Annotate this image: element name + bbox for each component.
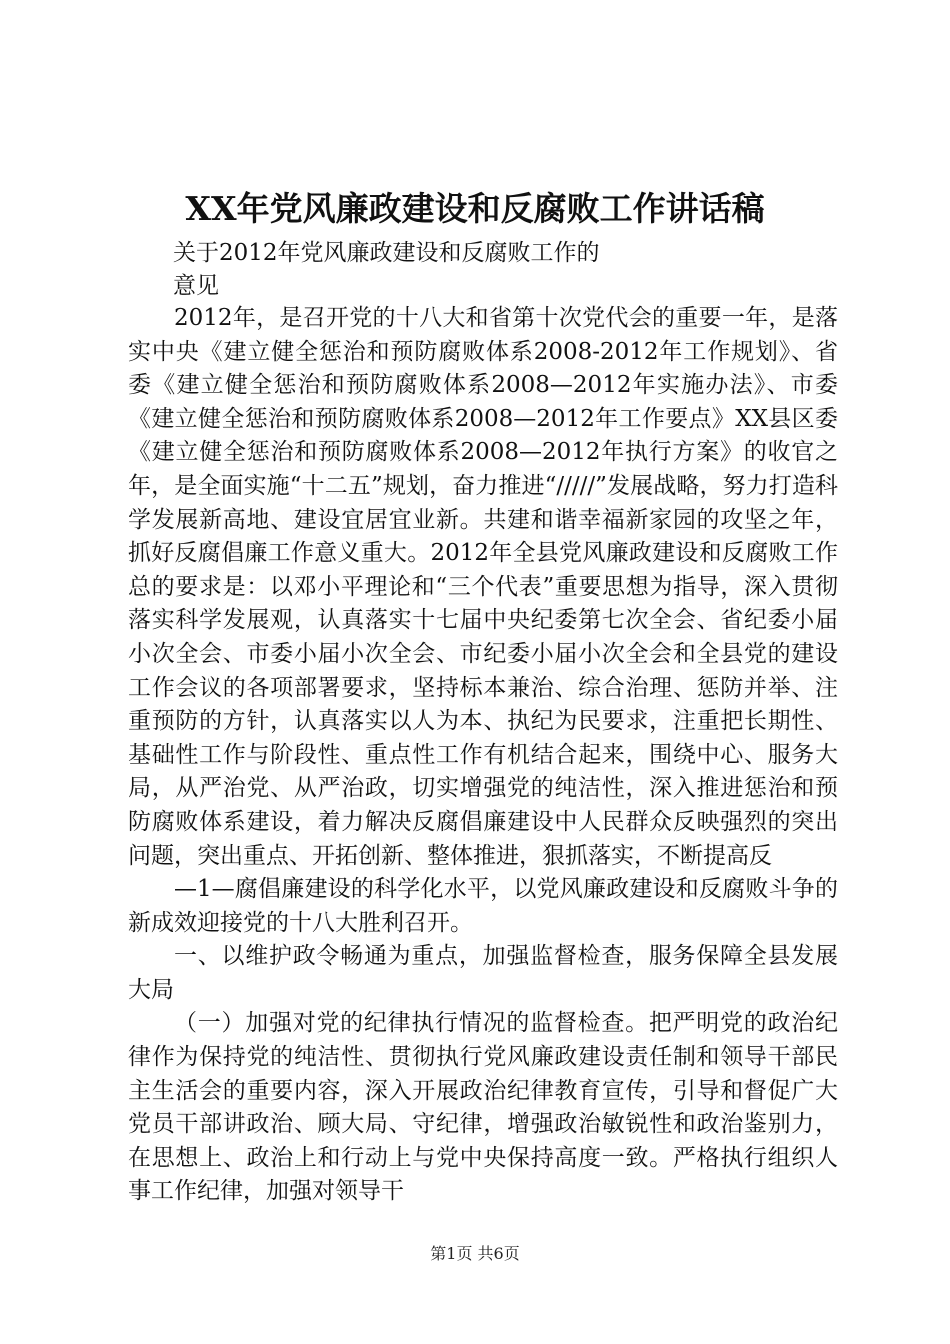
- subtitle-line-1: 关于2012年党风廉政建设和反腐败工作的: [173, 240, 600, 266]
- paragraph-2: —1—腐倡廉建设的科学化水平，以党风廉政建设和反腐败斗争的新成效迎接党的十八大胜利召开。: [128, 876, 838, 936]
- document-body: [128, 302, 838, 1209]
- section-heading-1: 一、以维护政令畅通为重点，加强监督检查，服务保障全县发展大局: [128, 943, 838, 1003]
- document-subtitle: [173, 237, 693, 303]
- subtitle-line-2: 意见: [173, 273, 219, 299]
- document-title: XX年党风廉政建设和反腐败工作讲话稿: [185, 189, 765, 228]
- page-number-footer: 第1页 共6页: [430, 1244, 520, 1263]
- paragraph-3: （一）加强对党的纪律执行情况的监督检查。把严明党的政治纪律作为保持党的纯洁性、贯彻执行党风廉政建设责任制和领导干部民主生活会的重要内容，深入开展政治纪律教育宣传，引导和督促广大党员干部讲政治、顾大局、守纪律，增强政治敏锐性和政治鉴别力，在思想上、政治上和行动上与党中央保持高度一致。严格执行组织人事工作纪律，加强对领导干: [128, 1010, 838, 1205]
- paragraph-1: 2012年，是召开党的十八大和省第十次党代会的重要一年，是落实中央《建立健全惩治和预防腐败体系2008-2012年工作规划》、省委《建立健全惩治和预防腐败体系2008—2012年实施办法》、市委《建立健全惩治和预防腐败体系2008—2012年工作要点》XX县区委《建立健全惩治和预防腐败体系2008—2012年执行方案》的收官之年，是全面实施“十二五”规划，奋力推进“/////”发展战略，努力打造科学发展新高地、建设宜居宜业新。共建和谐幸福新家园的攻坚之年，抓好反腐倡廉工作意义重大。2012年全县党风廉政建设和反腐败工作总的要求是：以邓小平理论和“三个代表”重要思想为指导，深入贯彻落实科学发展观，认真落实十七届中央纪委第七次全会、省纪委小届小次全会、市委小届小次全会、市纪委小届小次全会和全县党的建设工作会议的各项部署要求，坚持标本兼治、综合治理、惩防并举、注重预防的方针，认真落实以人为本、执纪为民要求，注重把长期性、基础性工作与阶段性、重点性工作有机结合起来，围绕中心、服务大局，从严治党、从严治政，切实增强党的纯洁性，深入推进惩治和预防腐败体系建设，着力解决反腐倡廉建设中人民群众反映强烈的突出问题，突出重点、开拓创新、整体推进，狠抓落实，不断提高反: [128, 305, 838, 869]
